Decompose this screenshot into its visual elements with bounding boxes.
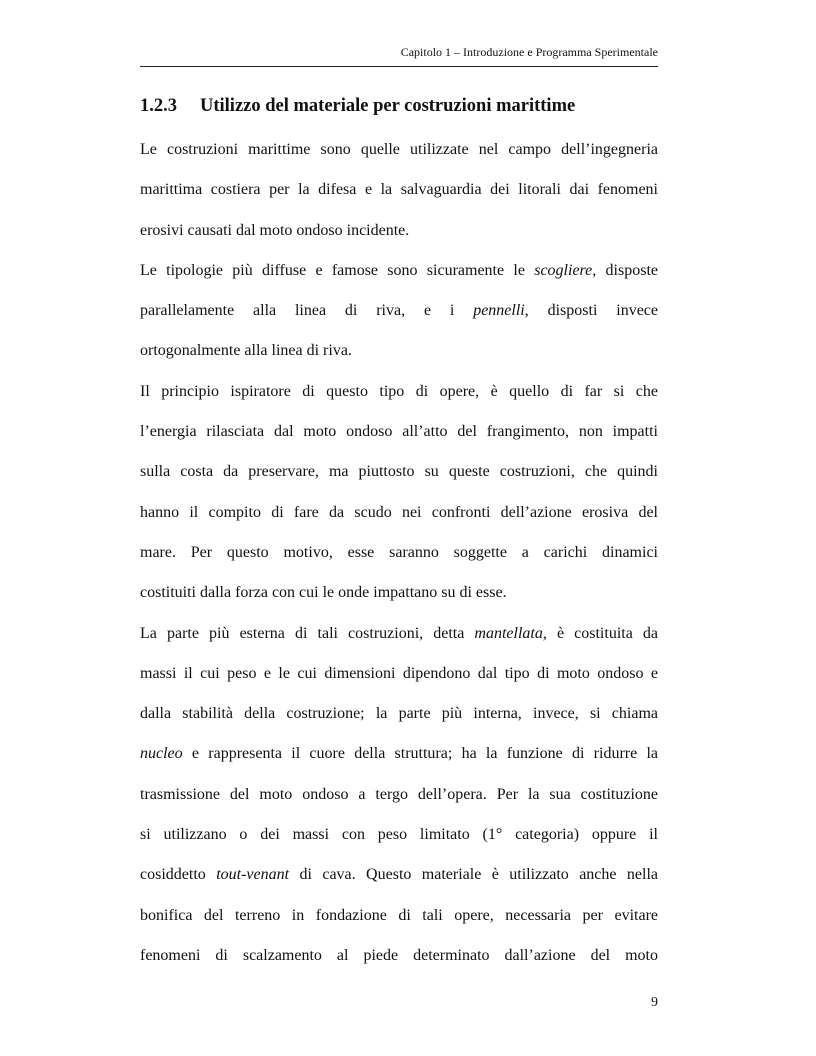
text-line: mare. Per questo motivo, esse saranno soggette a carichi dinamici <box>140 543 658 561</box>
text-run: , disposti invece <box>524 302 658 320</box>
italic-term: nucleo <box>140 745 183 763</box>
text-line: l’energia rilasciata dal moto ondoso all’atto del frangimento, non impatti <box>140 423 658 441</box>
header-rule <box>140 66 658 67</box>
italic-term: mantellata, <box>474 624 547 642</box>
page-number: 9 <box>651 995 658 1010</box>
text-line: si utilizzano o dei massi con peso limitato (1° categoria) oppure il <box>140 826 658 844</box>
text-run: La parte più esterna di tali costruzioni, detta <box>140 624 475 642</box>
text-line <box>140 614 658 654</box>
text-line: trasmissione del moto ondoso a tergo dell’opera. Per la sua costituzione <box>140 785 658 803</box>
text-line: massi il cui peso e le cui dimensioni dipendono dal tipo di moto ondoso e <box>140 664 658 682</box>
body-text <box>140 130 658 976</box>
text-run: e rappresenta il cuore della struttura; ha la funzione di ridurre la <box>182 745 658 763</box>
text-run: Le tipologie più diffuse e famose sono sicuramente le <box>140 261 535 279</box>
text-line: hanno il compito di fare da scudo nei confronti dell’azione erosiva del <box>140 503 658 521</box>
text-line: fenomeni di scalzamento al piede determinato dall’azione del moto <box>140 946 658 964</box>
text-line <box>140 251 658 291</box>
section-number: 1.2.3 <box>140 96 177 116</box>
text-line: marittima costiera per la difesa e la salvaguardia dei litorali dai fenomeni <box>140 181 658 199</box>
italic-term: tout-venant <box>216 866 290 884</box>
text-line: erosivi causati dal moto ondoso incidente. <box>140 221 410 239</box>
text-run: di cava. Questo materiale è utilizzato anche nella <box>289 866 659 884</box>
text-run: cosiddetto <box>140 866 217 884</box>
text-line <box>140 291 658 331</box>
text-line: sulla costa da preservare, ma piuttosto su queste costruzioni, che quindi <box>140 463 658 481</box>
section-title: Utilizzo del materiale per costruzioni marittime <box>200 96 576 116</box>
text-run: , disposte <box>592 261 659 279</box>
section-heading <box>140 94 575 118</box>
text-line <box>140 734 658 774</box>
italic-term: pennelli <box>473 302 525 320</box>
text-line: bonifica del terreno in fondazione di tali opere, necessaria per evitare <box>140 906 658 924</box>
text-line: costituiti dalla forza con cui le onde impattano su di esse. <box>140 584 507 602</box>
italic-term: scogliere <box>534 261 593 279</box>
text-line: ortogonalmente alla linea di riva. <box>140 342 352 360</box>
running-header: Capitolo 1 – Introduzione e Programma Sperimentale <box>400 45 658 59</box>
text-run: è costituita da <box>546 624 658 642</box>
text-line <box>140 855 658 895</box>
text-run: parallelamente alla linea di riva, e i <box>140 302 474 320</box>
text-line: dalla stabilità della costruzione; la parte più interna, invece, si chiama <box>140 705 658 723</box>
text-line: Il principio ispiratore di questo tipo di opere, è quello di far si che <box>140 382 658 400</box>
text-line: Le costruzioni marittime sono quelle utilizzate nel campo dell’ingegneria <box>140 141 658 158</box>
